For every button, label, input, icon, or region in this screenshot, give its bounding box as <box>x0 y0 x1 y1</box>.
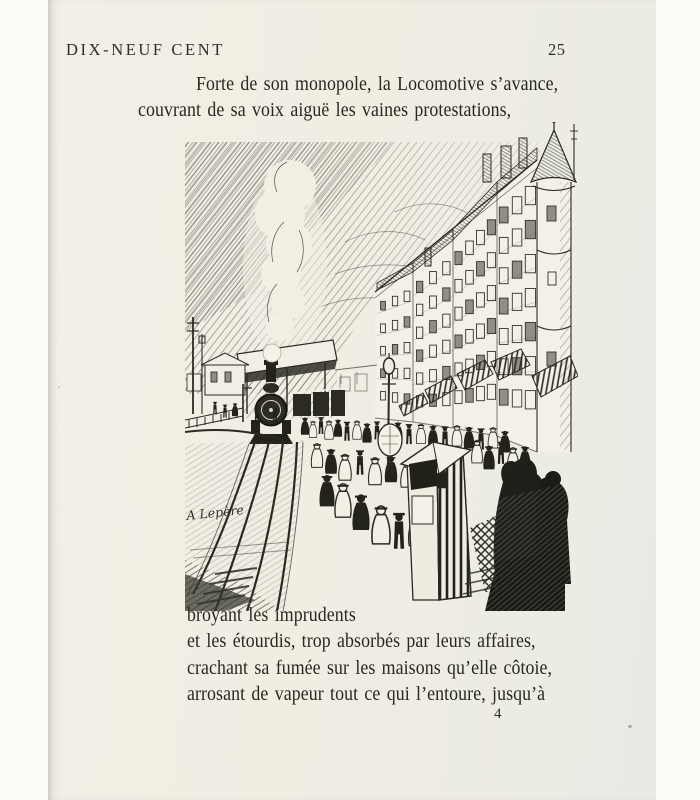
corner-turret <box>531 122 578 452</box>
gathering-signature-mark: 4 <box>494 706 502 722</box>
page-number: 25 <box>548 40 566 59</box>
text-line: couvrant de sa voix aiguë les vaines protestations, <box>138 99 512 121</box>
paper-speck <box>628 725 632 728</box>
text-line: Forte de son monopole, la Locomotive s’avance, <box>196 73 559 95</box>
text-line: arrosant de vapeur tout ce qui l’entoure, jusqu’à <box>187 683 546 705</box>
book-page <box>48 0 656 800</box>
engraving-illustration <box>185 122 578 611</box>
train-cars <box>293 388 345 416</box>
text-line: broyant les imprudents <box>187 604 356 626</box>
running-header: DIX-NEUF CENT <box>66 40 225 59</box>
street-kiosk <box>401 442 471 600</box>
text-line: crachant sa fumée sur les maisons qu’elle côtoie, <box>187 657 553 679</box>
text-line: et les étourdis, trop absorbés par leurs affaires, <box>187 630 536 652</box>
paper-speck <box>58 386 60 388</box>
artist-signature: A Lepère <box>185 502 245 523</box>
distant-buildings <box>335 365 377 391</box>
